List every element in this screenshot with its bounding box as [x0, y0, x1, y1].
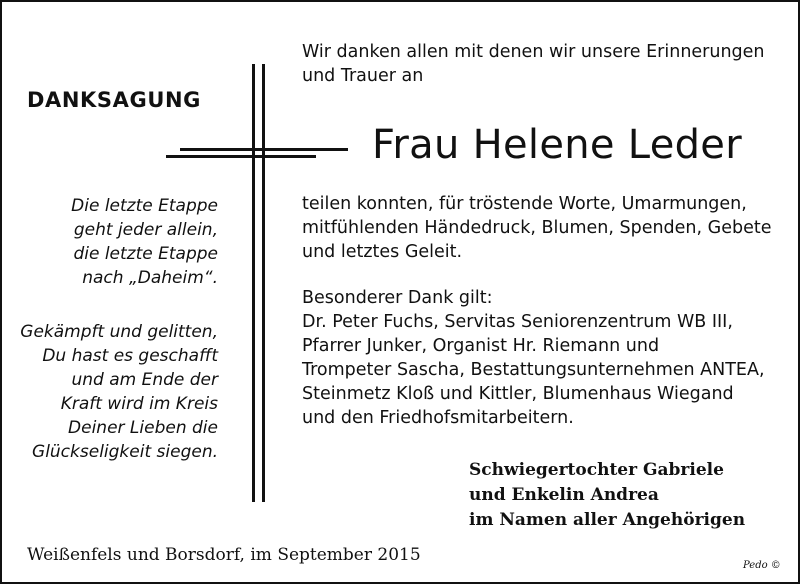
designer-credit: Pedo ©	[743, 560, 781, 571]
intro-line: Wir danken allen mit denen wir unsere Erinnerungen	[302, 42, 765, 62]
poem-stanza-1	[0, 194, 218, 290]
poem-line: Kraft wird im Kreis	[60, 394, 218, 414]
special-thanks-list	[302, 310, 792, 430]
poem-line: Die letzte Etappe	[71, 196, 218, 216]
poem-line: Du hast es geschafft	[42, 346, 218, 366]
signer-line: Schwiegertochter Gabriele	[469, 460, 724, 480]
intro-line: und Trauer an	[302, 66, 424, 86]
special-thanks-line: Trompeter Sascha, Bestattungsunternehmen ANTEA,	[302, 360, 765, 380]
poem-line: Glückseligkeit siegen.	[32, 442, 218, 462]
signer-line: und Enkelin Andrea	[469, 485, 659, 505]
thanks-line: mitfühlenden Händedruck, Blumen, Spenden, Gebete	[302, 218, 772, 238]
place-and-date: Weißenfels und Borsdorf, im September 2015	[27, 545, 421, 565]
special-thanks-line: und den Friedhofsmitarbeitern.	[302, 408, 574, 428]
cross-horizontal-bar-bottom	[166, 155, 316, 158]
poem-line: und am Ende der	[71, 370, 218, 390]
poem-line: die letzte Etappe	[73, 244, 218, 264]
cross-vertical-bar-right	[262, 64, 265, 502]
thanks-line: und letztes Geleit.	[302, 242, 463, 262]
deceased-name: Frau Helene Leder	[372, 122, 742, 168]
intro-text	[302, 40, 782, 88]
poem-stanza-2	[0, 320, 218, 464]
special-thanks-line: Steinmetz Kloß und Kittler, Blumenhaus Wiegand	[302, 384, 734, 404]
special-thanks-line: Pfarrer Junker, Organist Hr. Riemann und	[302, 336, 660, 356]
notice-heading: DANKSAGUNG	[27, 88, 202, 112]
thanks-text	[302, 192, 792, 264]
poem-line: Gekämpft und gelitten,	[20, 322, 218, 342]
thanks-line: teilen konnten, für tröstende Worte, Umarmungen,	[302, 194, 747, 214]
signer-line: im Namen aller Angehörigen	[469, 510, 746, 530]
special-thanks-line: Dr. Peter Fuchs, Servitas Seniorenzentrum WB III,	[302, 312, 733, 332]
cross-horizontal-bar-top	[180, 148, 348, 151]
poem-line: geht jeder allein,	[73, 220, 218, 240]
cross-vertical-bar-left	[252, 64, 255, 502]
special-thanks-title: Besonderer Dank gilt:	[302, 288, 493, 308]
poem-line: Deiner Lieben die	[68, 418, 218, 438]
poem-line: nach „Daheim“.	[82, 268, 218, 288]
signers-block	[469, 458, 745, 533]
